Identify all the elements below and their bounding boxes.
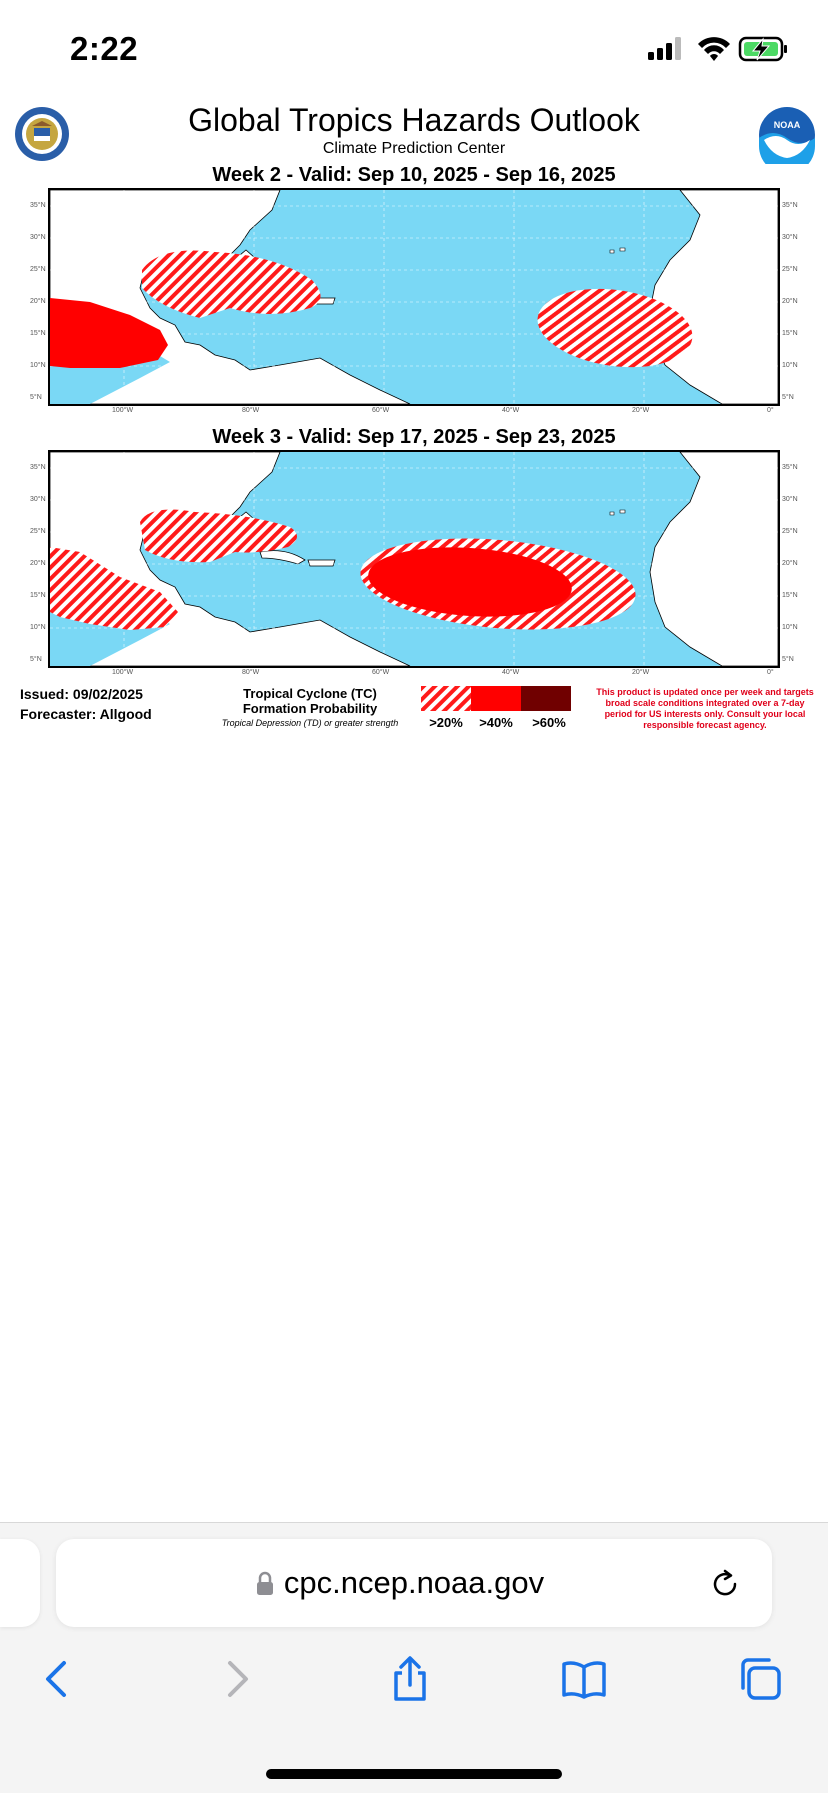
- disclaimer: This product is updated once per week and targets broad scale conditions integrated over a 7-day period for US interests only. Consult your local responsible forecast agency.: [596, 687, 814, 730]
- status-icons: [628, 34, 828, 64]
- page-title: Global Tropics Hazards Outlook: [188, 102, 640, 138]
- back-icon[interactable]: [34, 1655, 82, 1703]
- previous-tab-peek[interactable]: [0, 1539, 40, 1627]
- reload-icon[interactable]: [708, 1567, 742, 1601]
- page-subtitle: Climate Prediction Center: [322, 140, 506, 157]
- week3-label: Week 3 - Valid: Sep 17, 2025 - Sep 23, 2025: [212, 426, 616, 448]
- legend-label-40: >40%: [479, 715, 513, 730]
- week2-label: Week 2 - Valid: Sep 10, 2025 - Sep 16, 2025: [212, 164, 616, 186]
- tabs-icon[interactable]: [736, 1655, 784, 1703]
- status-time: 2:22: [70, 30, 139, 67]
- share-icon[interactable]: [386, 1655, 434, 1703]
- legend-swatch-solid-red: [471, 686, 521, 711]
- legend-label-20: >20%: [429, 715, 463, 730]
- bookmarks-icon[interactable]: [560, 1655, 608, 1703]
- wifi-icon: [698, 37, 730, 61]
- home-indicator: [266, 1769, 562, 1779]
- web-page-content: Global Tropics Hazards Outlook Climate Prediction Center NOAA Week 2 - Valid: Sep 10, 2025 - Sep 16, 2025 Week 3 - Valid: Sep 17, 2025 - Sep 23, 2025 35°N 30°N 25°N 20°N 15°N 10°N 5°N 35°N 30°N 25°N 20°N 15°N 10°N 5°N 100°W 80°W 60°W 40°W 20°W 0° 35°N 30°N 25°N 20°N 15°N 10°N 5°N 35°N 30°N 25°N 20°N 15°N 10°N 5°N 100°W 80°W 60°W 40°W 20°W 0° Issued: 09/02/2025 Forecaster: Allgood Tropical Cyclone (TC) Formation Probability Tropical Depression (TD) or greater strength >20% >40% >60% This product is updated once per week and targets broad scale conditions integrated over a 7-day period for US interests only. Consult your local responsible forecast agency.: [0, 90, 828, 740]
- week3-map: [48, 450, 780, 668]
- cellular-signal-icon: [648, 37, 681, 60]
- legend-title-line1: Tropical Cyclone (TC): [243, 686, 377, 701]
- browser-bottom-bar: [0, 1522, 828, 1793]
- svg-text:NOAA: NOAA: [773, 120, 801, 130]
- legend-swatch-hatched: [421, 686, 471, 711]
- issued-date: Issued: 09/02/2025: [20, 686, 143, 702]
- forecaster: Forecaster: Allgood: [20, 706, 152, 722]
- legend-title-line2: Formation Probability: [242, 701, 378, 716]
- legend-label-60: >60%: [532, 715, 566, 730]
- address-bar[interactable]: [56, 1539, 772, 1627]
- battery-charging-icon: [740, 38, 787, 60]
- status-bar: [0, 0, 828, 90]
- forward-icon[interactable]: [212, 1655, 260, 1703]
- noaa-logo-icon[interactable]: [758, 106, 816, 164]
- legend-swatch-dark-red: [521, 686, 571, 711]
- legend-note: Tropical Depression (TD) or greater strength: [221, 718, 399, 728]
- week2-map: [48, 188, 780, 406]
- hazard-area-gulf-caribbean: [142, 250, 321, 318]
- url-text: cpc.ncep.noaa.gov: [283, 1565, 545, 1600]
